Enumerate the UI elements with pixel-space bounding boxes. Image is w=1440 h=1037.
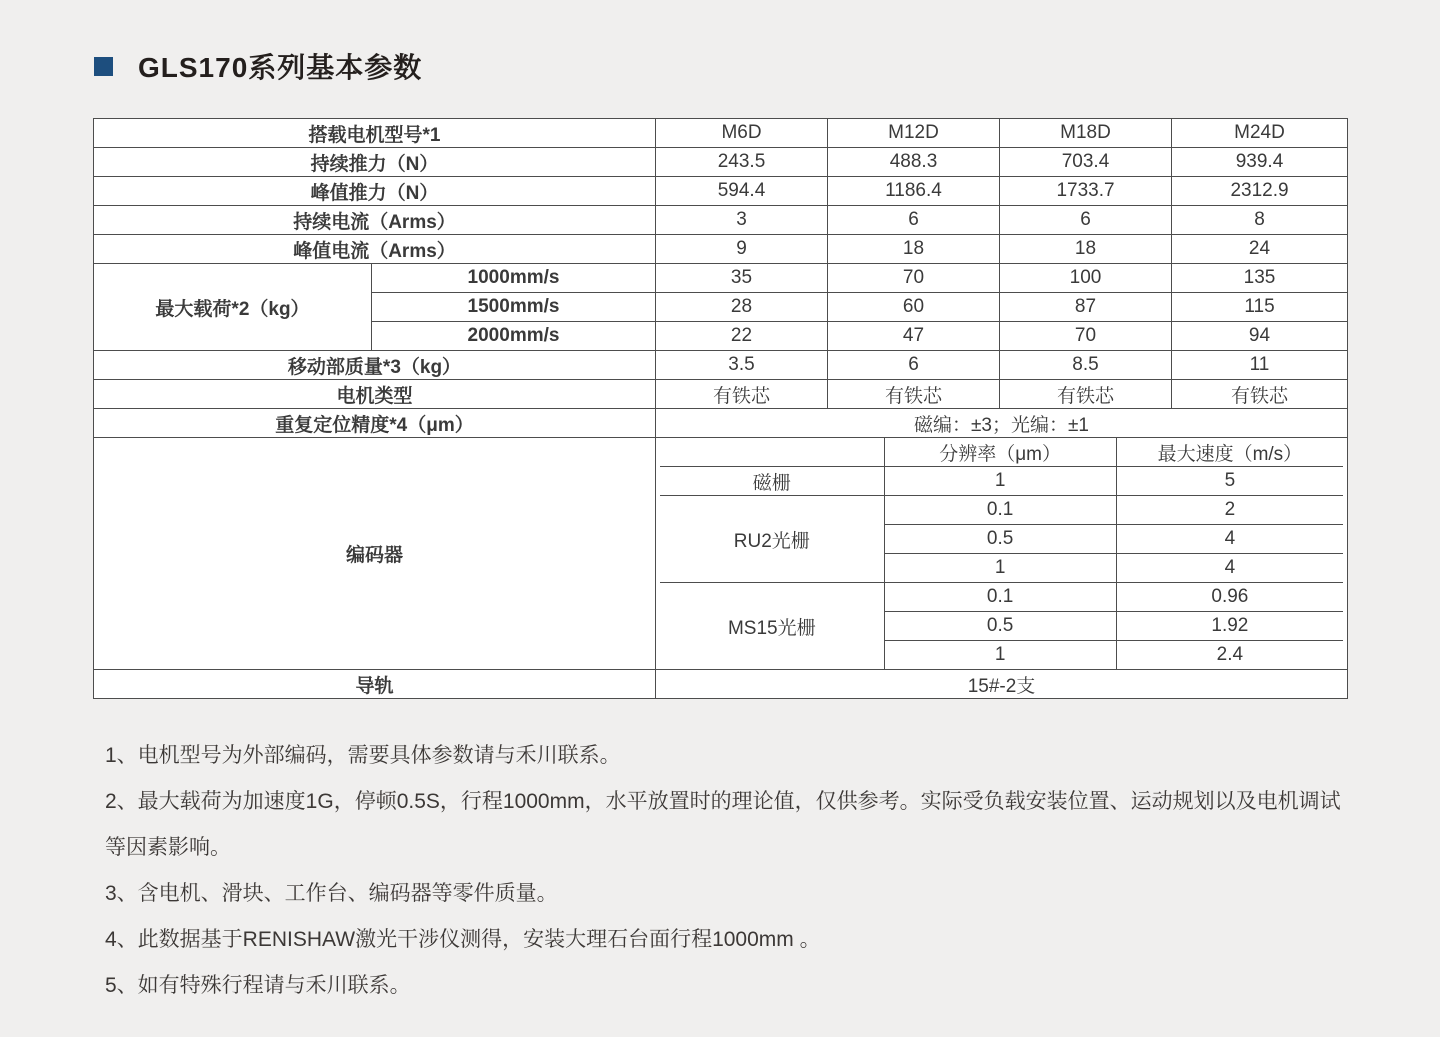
spec-value-cell: M12D — [828, 119, 1000, 148]
spec-value-cell: 488.3 — [828, 148, 1000, 177]
table-row — [94, 380, 1348, 409]
spec-value-cell: 有铁芯 — [828, 380, 1000, 409]
spec-value-cell: 6 — [828, 206, 1000, 235]
page-title: GLS170系列基本参数 — [138, 52, 423, 83]
spec-value-cell: 磁编：±3；光编：±1 — [656, 409, 1348, 438]
spec-value-cell: 0.5 — [884, 525, 1116, 554]
encoder-subtable-cell — [656, 438, 1348, 670]
table-row — [94, 177, 1348, 206]
table-row — [94, 235, 1348, 264]
spec-value-cell: 0.5 — [884, 612, 1116, 641]
spec-value-cell: 1 — [884, 554, 1116, 583]
spec-row-label: 导轨 — [94, 670, 656, 699]
spec-value-cell: 9 — [656, 235, 828, 264]
spec-value-cell: 0.96 — [1116, 583, 1343, 612]
spec-value-cell: M24D — [1172, 119, 1348, 148]
spec-value-cell: 594.4 — [656, 177, 828, 206]
spec-value-cell: 18 — [1000, 235, 1172, 264]
spec-value-cell: 28 — [656, 293, 828, 322]
spec-row-label: 持续推力（N） — [94, 148, 656, 177]
spec-value-cell: 35 — [656, 264, 828, 293]
table-row — [94, 670, 1348, 699]
spec-value-cell: 2312.9 — [1172, 177, 1348, 206]
table-row — [660, 467, 1343, 496]
spec-value-cell: 1733.7 — [1000, 177, 1172, 206]
spec-value-cell: M18D — [1000, 119, 1172, 148]
spec-value-cell: 0.1 — [884, 496, 1116, 525]
table-row — [94, 351, 1348, 380]
spec-value-cell: M6D — [656, 119, 828, 148]
table-row — [94, 148, 1348, 177]
table-row — [94, 264, 1348, 293]
spec-row-label: 编码器 — [94, 438, 656, 670]
spec-value-cell: 6 — [828, 351, 1000, 380]
spec-value-cell: 60 — [828, 293, 1000, 322]
spec-table — [93, 118, 1348, 699]
footnote: 3、含电机、滑块、工作台、编码器等零件质量。 — [105, 882, 558, 905]
spec-value-cell: 94 — [1172, 322, 1348, 351]
footnote: 4、此数据基于RENISHAW激光干涉仪测得，安装大理石台面行程1000mm 。 — [105, 928, 821, 951]
encoder-header-resolution: 分辨率（μm） — [884, 438, 1116, 467]
spec-value-cell: 135 — [1172, 264, 1348, 293]
title-bullet-icon — [94, 57, 113, 76]
speed-label-cell: 1500mm/s — [372, 293, 656, 322]
spec-row-label: 最大载荷*2（kg） — [94, 264, 372, 351]
spec-row-label: 移动部质量*3（kg） — [94, 351, 656, 380]
encoder-group-label: 磁栅 — [660, 467, 884, 496]
spec-value-cell: 24 — [1172, 235, 1348, 264]
table-row — [660, 438, 1343, 467]
spec-value-cell: 0.1 — [884, 583, 1116, 612]
spec-value-cell: 2.4 — [1116, 641, 1343, 670]
spec-value-cell: 1186.4 — [828, 177, 1000, 206]
spec-value-cell: 2 — [1116, 496, 1343, 525]
spec-value-cell: 8 — [1172, 206, 1348, 235]
speed-label-cell: 2000mm/s — [372, 322, 656, 351]
spec-row-label: 电机类型 — [94, 380, 656, 409]
spec-value-cell: 3.5 — [656, 351, 828, 380]
table-row — [94, 409, 1348, 438]
spec-row-label: 峰值电流（Arms） — [94, 235, 656, 264]
table-row — [94, 119, 1348, 148]
spec-value-cell: 243.5 — [656, 148, 828, 177]
table-row — [94, 438, 1348, 670]
spec-value-cell: 1.92 — [1116, 612, 1343, 641]
spec-value-cell: 15#-2支 — [656, 670, 1348, 699]
spec-value-cell: 有铁芯 — [1000, 380, 1172, 409]
encoder-header-max-speed: 最大速度（m/s） — [1116, 438, 1343, 467]
table-row — [660, 583, 1343, 612]
spec-value-cell: 有铁芯 — [1172, 380, 1348, 409]
spec-row-label: 重复定位精度*4（μm） — [94, 409, 656, 438]
spec-value-cell: 18 — [828, 235, 1000, 264]
spec-value-cell: 1 — [884, 641, 1116, 670]
spec-value-cell: 4 — [1116, 554, 1343, 583]
footnote: 5、如有特殊行程请与禾川联系。 — [105, 974, 411, 997]
spec-value-cell: 703.4 — [1000, 148, 1172, 177]
table-row — [94, 206, 1348, 235]
spec-row-label: 持续电流（Arms） — [94, 206, 656, 235]
section-header — [94, 46, 422, 86]
table-row — [660, 496, 1343, 525]
spec-row-label: 峰值推力（N） — [94, 177, 656, 206]
encoder-subtable — [660, 438, 1343, 669]
spec-value-cell: 47 — [828, 322, 1000, 351]
encoder-group-label: MS15光栅 — [660, 583, 884, 670]
spec-value-cell: 70 — [828, 264, 1000, 293]
spec-value-cell: 1 — [884, 467, 1116, 496]
spec-row-label: 搭载电机型号*1 — [94, 119, 656, 148]
spec-value-cell: 939.4 — [1172, 148, 1348, 177]
spec-value-cell: 70 — [1000, 322, 1172, 351]
spec-value-cell: 4 — [1116, 525, 1343, 554]
encoder-group-label: RU2光栅 — [660, 496, 884, 583]
footnotes — [105, 733, 1350, 1009]
spec-value-cell: 有铁芯 — [656, 380, 828, 409]
speed-label-cell: 1000mm/s — [372, 264, 656, 293]
encoder-blank-cell — [660, 438, 884, 467]
spec-value-cell: 115 — [1172, 293, 1348, 322]
spec-value-cell: 5 — [1116, 467, 1343, 496]
spec-value-cell: 3 — [656, 206, 828, 235]
spec-value-cell: 100 — [1000, 264, 1172, 293]
spec-value-cell: 11 — [1172, 351, 1348, 380]
spec-value-cell: 22 — [656, 322, 828, 351]
footnote: 2、最大载荷为加速度1G，停顿0.5S，行程1000mm，水平放置时的理论值，仅供参考。实际受负载安装位置、运动规划以及电机调试等因素影响。 — [105, 790, 1341, 859]
footnote: 1、电机型号为外部编码，需要具体参数请与禾川联系。 — [105, 744, 621, 767]
spec-value-cell: 87 — [1000, 293, 1172, 322]
spec-value-cell: 8.5 — [1000, 351, 1172, 380]
spec-value-cell: 6 — [1000, 206, 1172, 235]
